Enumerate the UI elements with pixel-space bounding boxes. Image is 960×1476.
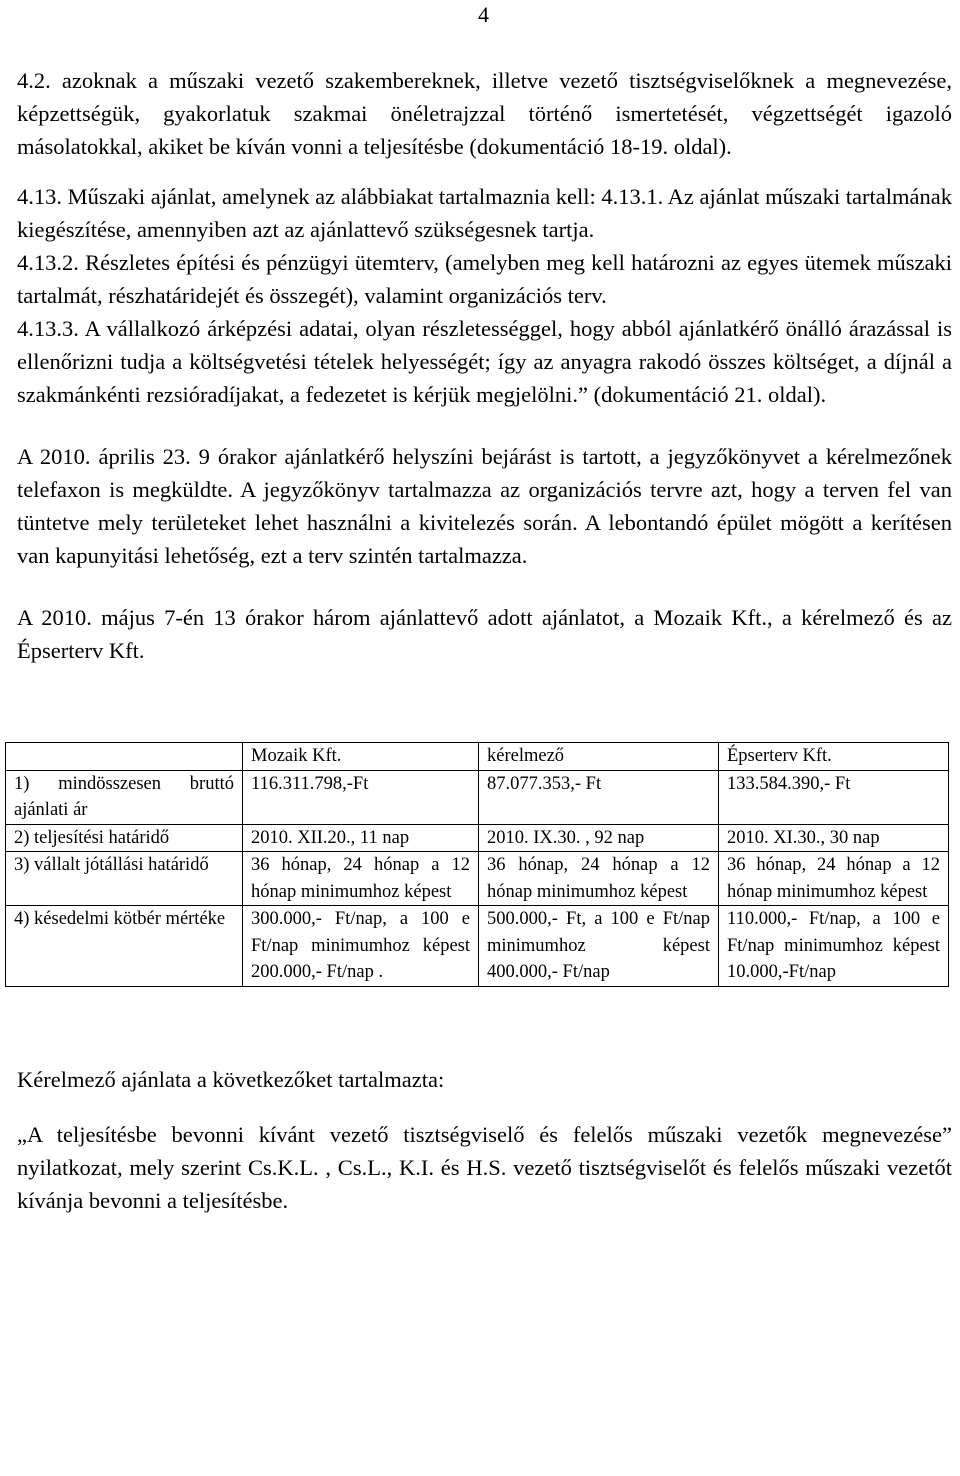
table-row bbox=[6, 770, 949, 824]
offers-table bbox=[5, 742, 949, 987]
table-cell: 110.000,- Ft/nap, a 100 e Ft/nap minimumhoz képest 10.000,-Ft/nap bbox=[719, 906, 949, 987]
table-cell: 2010. IX.30. , 92 nap bbox=[479, 824, 719, 852]
paragraph-4-13-2: 4.13.2. Részletes építési és pénzügyi ütemterv, (amelyben meg kell határozni az egyes ütemek műszaki tartalmát, részhatáridejét és összegét), valamint organizációs terv. bbox=[17, 250, 952, 308]
table-cell: 36 hónap, 24 hónap a 12 hónap minimumhoz képest bbox=[243, 852, 479, 906]
page-number: 4 bbox=[478, 2, 489, 27]
table-cell: 36 hónap, 24 hónap a 12 hónap minimumhoz képest bbox=[479, 852, 719, 906]
table-cell: 300.000,- Ft/nap, a 100 e Ft/nap minimumhoz képest 200.000,- Ft/nap . bbox=[243, 906, 479, 987]
paragraph-4-2: 4.2. azoknak a műszaki vezető szakembereknek, illetve vezető tisztségviselőknek a megnevezése, képzettségük, gyakorlatuk szakmai önéletrajzzal történő ismertetését, végzettségét igazoló másolatokkal, akiket be kíván vonni a teljesítésbe (dokumentáció 18-19. oldal). bbox=[17, 68, 952, 159]
paragraph-bids: A 2010. május 7-én 13 órakor három ajánlattevő adott ajánlatot, a Mozaik Kft., a kérelmező és az Épserterv Kft. bbox=[17, 605, 952, 663]
table-cell: 2010. XI.30., 30 nap bbox=[719, 824, 949, 852]
paragraph-4-13: 4.13. Műszaki ajánlat, amelynek az alábbiakat tartalmaznia kell: 4.13.1. Az ajánlat műszaki tartalmának kiegészítése, amennyiben azt az ajánlattevő szükségesnek tartja. bbox=[17, 184, 952, 242]
table-row-label: 4) késedelmi kötbér mértéke bbox=[6, 906, 243, 987]
table-cell: 500.000,- Ft, a 100 e Ft/nap minimumhoz képest 400.000,- Ft/nap bbox=[479, 906, 719, 987]
table-row-label: 2) teljesítési határidő bbox=[6, 824, 243, 852]
table-header-cell bbox=[6, 743, 243, 771]
table-header-cell: Mozaik Kft. bbox=[243, 743, 479, 771]
document-body bbox=[14, 64, 952, 1217]
table-row bbox=[6, 906, 949, 987]
table-row bbox=[6, 852, 949, 906]
table-row-label: 3) vállalt jótállási határidő bbox=[6, 852, 243, 906]
table-header-cell: kérelmező bbox=[479, 743, 719, 771]
table-cell: 116.311.798,-Ft bbox=[243, 770, 479, 824]
table-cell: 2010. XII.20., 11 nap bbox=[243, 824, 479, 852]
paragraph-4-13-3: 4.13.3. A vállalkozó árképzési adatai, olyan részletességgel, hogy abból ajánlatkérő önálló árazással is ellenőrizni tudja a költségvetési tételek helyességét; így az anyagra rakodó összes költséget, a díjnál a szakmánkénti rezsióradíjakat, a fedezetet is kérjük megjelölni.” (dokumentáció 21. oldal). bbox=[17, 316, 952, 407]
table-header-row bbox=[6, 743, 949, 771]
table-row-label: 1) mindösszesen bruttó ajánlati ár bbox=[6, 770, 243, 824]
paragraph-quote: „A teljesítésbe bevonni kívánt vezető tisztségviselő és felelős műszaki vezetők megnevezése” nyilatkozat, mely szerint Cs.K.L. , Cs.L., K.I. és H.S. vezető tisztségviselőt és felelős műszaki vezetőt kívánja bevonni a teljesítésbe. bbox=[17, 1121, 952, 1213]
paragraph-site-visit: A 2010. április 23. 9 órakor ajánlatkérő helyszíni bejárást is tartott, a jegyzőkönyvet a kérelmezőnek telefaxon is megküldte. A jegyzőkönyv tartalmazza az organizációs tervre azt, hogy a terven fel van tüntetve mely területeket lehet használni a kivitelezés során. A lebontandó épület mögött a kerítésen van kapunyitási lehetőség, ezt a terv szintén tartalmazza. bbox=[17, 444, 952, 568]
paragraph-offer-contents: Kérelmező ajánlata a következőket tartalmazta: bbox=[17, 1066, 445, 1092]
table-cell: 87.077.353,- Ft bbox=[479, 770, 719, 824]
table-header-cell: Épserterv Kft. bbox=[719, 743, 949, 771]
table-row bbox=[6, 824, 949, 852]
table-cell: 133.584.390,- Ft bbox=[719, 770, 949, 824]
table-cell: 36 hónap, 24 hónap a 12 hónap minimumhoz képest bbox=[719, 852, 949, 906]
